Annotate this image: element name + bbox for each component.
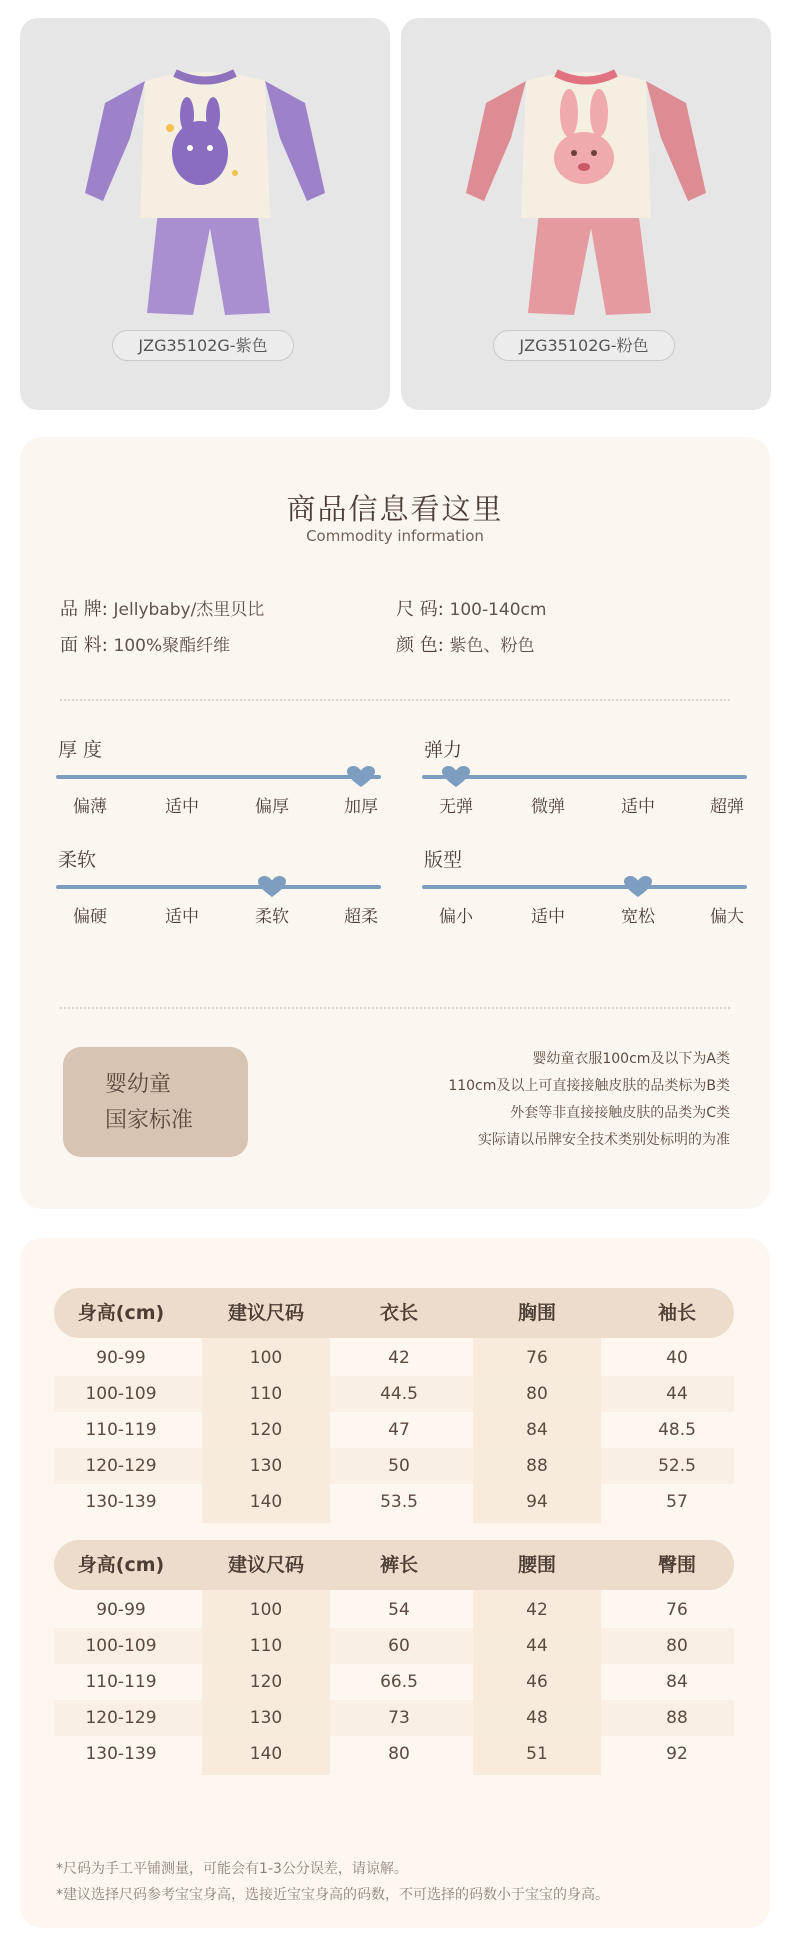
scale-option: 超弹 (710, 797, 744, 817)
table-cell: 110-119 (85, 1672, 157, 1692)
sku-label: JZG35102G-紫色 (112, 330, 294, 361)
material-row (60, 631, 230, 657)
table-cell: 130 (249, 1456, 283, 1476)
table-cell: 50 (388, 1456, 410, 1476)
color-row (396, 631, 535, 657)
header-cell: 身高(cm) (77, 1302, 165, 1324)
table-cell: 90-99 (96, 1600, 146, 1620)
table-cell: 88 (666, 1708, 688, 1728)
table-cell: 80 (666, 1636, 688, 1656)
table-cell: 47 (388, 1420, 410, 1440)
scale-option: 加厚 (344, 797, 378, 817)
scale-track (422, 885, 747, 889)
scale-option: 适中 (621, 797, 655, 817)
table-cell: 80 (388, 1744, 410, 1764)
elasticity-scale (422, 735, 752, 835)
table-header (54, 1540, 734, 1590)
table-cell: 76 (666, 1600, 688, 1620)
product-card-pink[interactable] (401, 18, 771, 410)
footnote: *建议选择尺码参考宝宝身高，选接近宝宝身高的码数，不可选择的码数小于宝宝的身高。 (56, 1887, 609, 1903)
national-standard-badge (63, 1047, 248, 1157)
table-cell: 42 (388, 1348, 410, 1368)
table-cell: 110 (249, 1636, 283, 1656)
table-cell: 130-139 (85, 1744, 157, 1764)
scale-track (56, 885, 381, 889)
table-cell: 140 (249, 1492, 283, 1512)
heart-marker-icon (442, 766, 470, 792)
size-row (396, 595, 546, 621)
table-row (54, 1700, 734, 1736)
scale-option: 无弹 (439, 797, 473, 817)
thickness-scale (56, 735, 386, 835)
table-cell: 120-129 (85, 1456, 157, 1476)
table-cell: 42 (526, 1600, 548, 1620)
table-cell: 66.5 (380, 1672, 418, 1692)
table-cell: 110-119 (85, 1420, 157, 1440)
table-row (54, 1736, 734, 1772)
heart-marker-icon (624, 876, 652, 902)
header-cell: 袖长 (657, 1302, 696, 1324)
table-cell: 100 (249, 1348, 283, 1368)
table-cell: 120 (249, 1420, 283, 1440)
table-cell: 73 (388, 1708, 410, 1728)
table-cell: 80 (526, 1384, 548, 1404)
table-cell: 120-129 (85, 1708, 157, 1728)
scale-option: 偏大 (710, 907, 744, 927)
table-row (54, 1376, 734, 1412)
info-title: 商品信息看这里 (286, 492, 504, 526)
scale-option: 适中 (165, 907, 199, 927)
softness-scale (56, 845, 386, 945)
standard-note: 110cm及以上可直接接触皮肤的品类标为B类 (448, 1078, 730, 1094)
table-cell: 46 (526, 1672, 548, 1692)
table-row (54, 1448, 734, 1484)
table-cell: 51 (526, 1744, 548, 1764)
table-cell: 76 (526, 1348, 548, 1368)
table-row (54, 1412, 734, 1448)
size-value: 100-140cm (449, 600, 547, 620)
color-value: 紫色、粉色 (449, 636, 535, 656)
table-cell: 130-139 (85, 1492, 157, 1512)
table-cell: 120 (249, 1672, 283, 1692)
brand-label: 品 牌: (60, 599, 108, 620)
table-cell: 53.5 (380, 1492, 418, 1512)
brand-value: Jellybaby/杰里贝比 (113, 600, 265, 620)
material-label: 面 料: (60, 635, 108, 656)
table-cell: 54 (388, 1600, 410, 1620)
table-cell: 52.5 (658, 1456, 696, 1476)
scale-track (56, 775, 381, 779)
fit-scale (422, 845, 752, 945)
scale-option: 微弹 (531, 797, 565, 817)
table-cell: 100 (249, 1600, 283, 1620)
heart-marker-icon (258, 876, 286, 902)
table-row (54, 1592, 734, 1628)
heart-marker-icon (347, 766, 375, 792)
standard-note: 婴幼童衣服100cm及以下为A类 (532, 1051, 730, 1067)
table-cell: 44.5 (380, 1384, 418, 1404)
scale-label: 柔软 (58, 849, 97, 871)
table-cell: 110 (249, 1384, 283, 1404)
table-cell: 57 (666, 1492, 688, 1512)
size-chart-panel (20, 1238, 770, 1928)
table-cell: 140 (249, 1744, 283, 1764)
scale-track (422, 775, 747, 779)
table-cell: 88 (526, 1456, 548, 1476)
table-cell: 100-109 (85, 1384, 157, 1404)
top-size-table (54, 1288, 734, 1523)
table-header (54, 1288, 734, 1338)
table-row (54, 1664, 734, 1700)
header-cell: 胸围 (517, 1302, 556, 1324)
bottom-size-table (54, 1540, 734, 1775)
scale-label: 弹力 (424, 739, 463, 761)
scale-option: 适中 (531, 907, 565, 927)
table-cell: 44 (526, 1636, 548, 1656)
table-row (54, 1340, 734, 1376)
table-cell: 84 (526, 1420, 548, 1440)
size-label: 尺 码: (396, 599, 444, 620)
standard-note: 外套等非直接接触皮肤的品类为C类 (510, 1105, 730, 1121)
commodity-info-panel (20, 437, 770, 1209)
product-card-purple[interactable] (20, 18, 390, 410)
table-cell: 92 (666, 1744, 688, 1764)
header-cell: 衣长 (379, 1302, 418, 1324)
header-cell: 臀围 (657, 1554, 696, 1576)
scale-option: 适中 (165, 797, 199, 817)
material-value: 100%聚酯纤维 (113, 636, 231, 656)
table-cell: 100-109 (85, 1636, 157, 1656)
purple-pajama-image (75, 43, 335, 323)
table-cell: 84 (666, 1672, 688, 1692)
table-cell: 40 (666, 1348, 688, 1368)
header-cell: 裤长 (379, 1554, 418, 1576)
badge-line-2: 国家标准 (105, 1108, 194, 1133)
scale-option: 超柔 (344, 907, 378, 927)
divider (60, 1007, 730, 1009)
table-cell: 130 (249, 1708, 283, 1728)
header-cell: 腰围 (517, 1554, 556, 1576)
table-cell: 94 (526, 1492, 548, 1512)
table-cell: 90-99 (96, 1348, 146, 1368)
scale-option: 宽松 (621, 907, 655, 927)
footnote: *尺码为手工平铺测量，可能会有1-3公分误差，请谅解。 (56, 1861, 408, 1877)
header-cell: 建议尺码 (227, 1554, 304, 1576)
table-cell: 48 (526, 1708, 548, 1728)
header-cell: 建议尺码 (227, 1302, 304, 1324)
scale-option: 偏厚 (255, 797, 289, 817)
table-row (54, 1484, 734, 1520)
standard-note: 实际请以吊牌安全技术类别处标明的为准 (478, 1132, 730, 1148)
scale-option: 偏小 (439, 907, 473, 927)
scale-label: 厚 度 (58, 739, 103, 761)
color-label: 颜 色: (396, 635, 444, 656)
badge-line-1: 婴幼童 (105, 1072, 172, 1097)
table-cell: 60 (388, 1636, 410, 1656)
brand-row (60, 595, 264, 621)
divider (60, 699, 730, 701)
scale-option: 柔软 (255, 907, 289, 927)
sku-label: JZG35102G-粉色 (493, 330, 675, 361)
header-cell: 身高(cm) (77, 1554, 165, 1576)
scale-label: 版型 (424, 849, 463, 871)
table-row (54, 1628, 734, 1664)
table-cell: 48.5 (658, 1420, 696, 1440)
pink-pajama-image (456, 43, 716, 323)
scale-option: 偏薄 (73, 797, 107, 817)
table-cell: 44 (666, 1384, 688, 1404)
product-cards (20, 18, 770, 410)
info-subtitle: Commodity information (306, 527, 484, 545)
scale-option: 偏硬 (73, 907, 107, 927)
